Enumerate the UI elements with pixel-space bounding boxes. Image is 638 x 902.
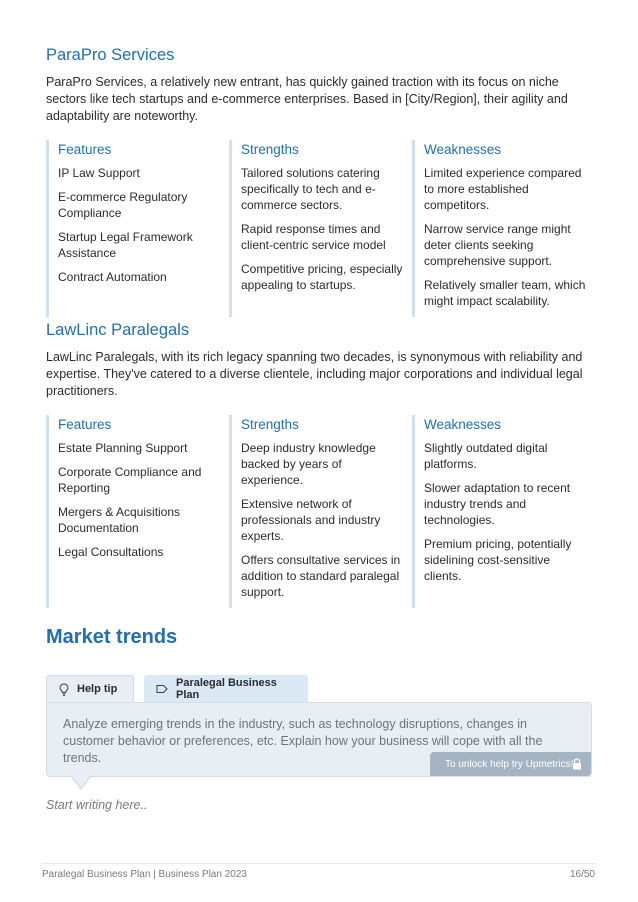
lawlinc-weaknesses-column xyxy=(412,415,594,608)
help-tabs xyxy=(46,675,308,702)
parapro-feature-item: IP Law Support xyxy=(58,166,140,180)
lawlinc-section xyxy=(46,321,596,400)
lawlinc-strength-item: Offers consultative services in addition to standard paralegal support. xyxy=(241,553,401,599)
parapro-strength-item: Competitive pricing, especially appealing to startups. xyxy=(241,262,403,292)
parapro-features-heading: Features xyxy=(58,142,112,157)
tab-paralegal-business-plan[interactable] xyxy=(144,675,308,702)
parapro-feature-item: Startup Legal Framework Assistance xyxy=(58,230,193,260)
lawlinc-feature-item: Corporate Compliance and Reporting xyxy=(58,465,202,495)
lawlinc-strength-item: Deep industry knowledge backed by years of experience. xyxy=(241,441,376,487)
lawlinc-weakness-item: Slower adaptation to recent industry trends and technologies. xyxy=(424,481,571,527)
parapro-title: ParaPro Services xyxy=(46,46,175,64)
market-trends-title: Market trends xyxy=(46,626,178,648)
unlock-help-button[interactable] xyxy=(430,752,591,776)
parapro-weaknesses-heading: Weaknesses xyxy=(424,142,502,157)
lawlinc-strength-item: Extensive network of professionals and industry experts. xyxy=(241,497,381,543)
lawlinc-columns xyxy=(46,415,596,608)
lawlinc-weakness-item: Slightly outdated digital platforms. xyxy=(424,441,548,471)
lawlinc-weakness-item: Premium pricing, potentially sidelining cost-sensitive clients. xyxy=(424,537,572,583)
parapro-strength-item: Tailored solutions catering specifically to tech and e-commerce sectors. xyxy=(241,166,380,212)
lawlinc-description: LawLinc Paralegals, with its rich legacy spanning two decades, is synonymous with reliability and expertise. They've catered to a diverse clientele, including major corporations and individual legal practitioners. xyxy=(46,350,583,398)
tip-pointer xyxy=(72,776,90,788)
lawlinc-feature-item: Estate Planning Support xyxy=(58,441,188,455)
lawlinc-strengths-heading: Strengths xyxy=(241,417,299,432)
lock-icon xyxy=(572,758,582,770)
parapro-feature-item: Contract Automation xyxy=(58,270,167,284)
tab-plan-label: Paralegal Business Plan xyxy=(176,676,277,701)
lawlinc-features-heading: Features xyxy=(58,417,112,432)
help-tip-text: Analyze emerging trends in the industry, such as technology disruptions, changes in customer behavior or preferences, etc. Explain how your business will cope with all the trends. xyxy=(63,717,543,765)
lightbulb-icon xyxy=(59,683,69,696)
unlock-help-label: To unlock help try Upmetrics! xyxy=(445,758,574,770)
parapro-strength-item: Rapid response times and client-centric service model xyxy=(241,222,386,252)
help-tip-box xyxy=(46,702,592,777)
tab-help-tip[interactable] xyxy=(46,675,134,702)
parapro-columns xyxy=(46,140,596,317)
parapro-weakness-item: Narrow service range might deter clients seeking comprehensive support. xyxy=(424,222,571,268)
parapro-feature-item: E-commerce Regulatory Compliance xyxy=(58,190,188,220)
parapro-weakness-item: Limited experience compared to more established competitors. xyxy=(424,166,582,212)
parapro-weakness-item: Relatively smaller team, which might impact scalability. xyxy=(424,278,586,308)
parapro-features-column xyxy=(46,140,228,317)
lawlinc-title: LawLinc Paralegals xyxy=(46,321,190,339)
parapro-section xyxy=(46,46,596,125)
lawlinc-feature-item: Mergers & Acquisitions Documentation xyxy=(58,505,181,535)
parapro-strengths-column xyxy=(229,140,411,317)
lawlinc-strengths-column xyxy=(229,415,411,608)
writing-placeholder[interactable]: Start writing here.. xyxy=(46,798,148,812)
parapro-description: ParaPro Services, a relatively new entrant, has quickly gained traction with its focus on niche sectors like tech startups and e-commerce enterprises. Based in [City/Region], their agility and adaptability are noteworthy. xyxy=(46,75,568,123)
footer-document-title: Paralegal Business Plan | Business Plan 2023 xyxy=(42,869,247,880)
parapro-weaknesses-column xyxy=(412,140,594,317)
footer-divider xyxy=(42,863,596,864)
tag-icon xyxy=(156,684,168,694)
lawlinc-weaknesses-heading: Weaknesses xyxy=(424,417,502,432)
footer-page-number: 16/50 xyxy=(569,869,595,880)
tab-help-tip-label: Help tip xyxy=(77,683,118,695)
lawlinc-features-column xyxy=(46,415,228,608)
lawlinc-feature-item: Legal Consultations xyxy=(58,545,164,559)
parapro-strengths-heading: Strengths xyxy=(241,142,299,157)
